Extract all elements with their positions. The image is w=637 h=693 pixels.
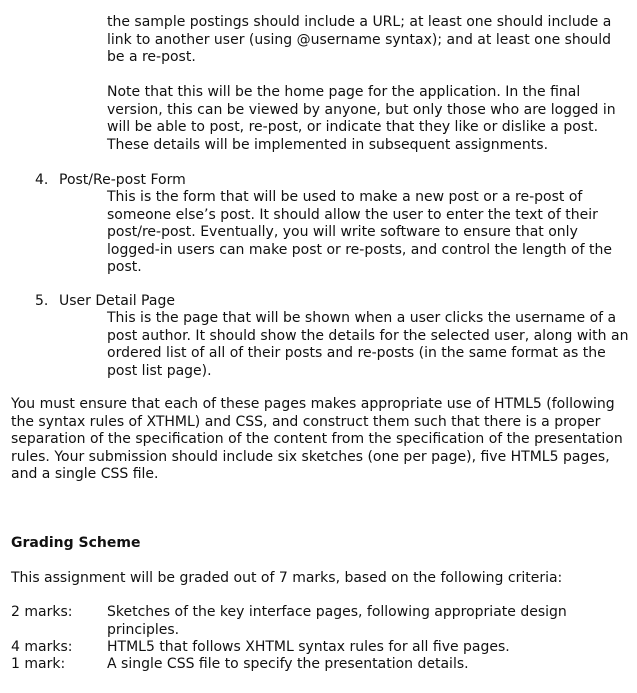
criteria-description: A single CSS file to specify the presentation details. — [107, 656, 469, 672]
grading-scheme-heading: Grading Scheme — [11, 535, 141, 551]
sample-postings-paragraph: the sample postings should include a URL; at least one should include a link to another user (using @username syntax); and at least one should be a re-post. — [107, 14, 612, 66]
list-item-number: 5. — [35, 293, 49, 309]
criteria-description: HTML5 that follows XHTML syntax rules for all five pages. — [107, 639, 510, 655]
criteria-marks: 2 marks: — [11, 604, 73, 620]
list-item-title: User Detail Page — [59, 293, 175, 309]
requirements-paragraph: You must ensure that each of these pages makes appropriate use of HTML5 (following the syntax rules of XTHML) and CSS, and construct them such that there is a proper separation of the specification of the content from the specification of the presentation rules. Your submission should include six sketches (one per page), five HTML5 pages, and a single CSS file. — [11, 396, 623, 483]
list-item-description: This is the form that will be used to make a new post or a re-post of someone else’s post. It should allow the user to enter the text of their post/re-post. Eventually, you will write software to ensure that only logged-in users can make post or re-posts, and control the length of the post. — [107, 189, 612, 276]
grading-intro: This assignment will be graded out of 7 marks, based on the following criteria: — [11, 570, 563, 586]
criteria-description: Sketches of the key interface pages, following appropriate design principles. — [107, 604, 567, 638]
list-item-description: This is the page that will be shown when a user clicks the username of a post author. It should show the details for the selected user, along with an ordered list of all of their posts and re-posts (in the same format as the post list page). — [107, 310, 629, 379]
list-item-title: Post/Re-post Form — [59, 172, 186, 188]
criteria-marks: 4 marks: — [11, 639, 73, 655]
criteria-marks: 1 mark: — [11, 656, 66, 672]
list-item-number: 4. — [35, 172, 49, 188]
list-item-heading — [35, 293, 175, 311]
home-page-note: Note that this will be the home page for the application. In the final version, this can be viewed by anyone, but only those who are logged in will be able to post, re-post, or indicate that they like or dislike a post. These details will be implemented in subsequent assignments. — [107, 84, 616, 153]
list-item-heading — [35, 172, 186, 190]
